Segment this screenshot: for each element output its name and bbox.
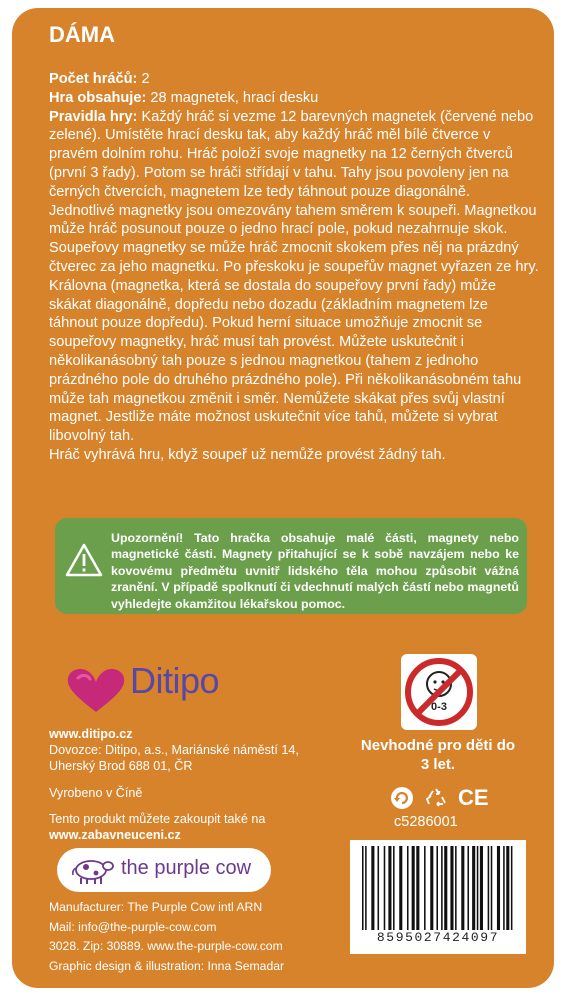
barcode-bar xyxy=(412,846,415,930)
rules-body: Každý hráč si vezme 12 barevných magnetek (červené nebo zelené). Umístěte hrací desku tak, aby každý hráč měl bílé čtverce v pravém dolním rohu. Hráč položí svoje magnetky na 12 černých čtverců (první 3 řady). Potom se hráči střídají v tahu. Tahy jsou povoleny jen na černých čtvercích, magnetem lze tedy táhnout pouze diagonálně. Jednotlivé magnetky jsou omezovány tahem směrem k soupeři. Magnetkou může hráč posunout pouze o jedno hrací pole, pokud nezahrnuje skok. Soupeřovy magnetky se může hráč zmocnit skokem přes něj na prázdný čtverec za jeho magnetku. Po přeskoku je soupeřův magnet vyřazen ze hry. Královna (magnetka, která se dostala do soupeřovy první řady) může skákat diagonálně, dopředu nebo dozadu (základním magnetem lze táhnout pouze dopředu). Pokud herní situace umožňuje zmocnit se soupeřovy magnetky, hráč musí tah provést. Můžete uskutečnit i několikanásobný tah pouze s jednou magnetkou (tahem z jednoho prázdného pole do druhého prázdného pole). Při několikanásobném tahu může tah magnetkou změnit i směr. Nemůžete skákat přes svůj vlastní magnet. Jestliže máte možnost uskutečnit více tahů, můžete si vybrat libovolný tah. xyxy=(49,108,539,445)
barcode-bar xyxy=(472,846,475,930)
barcode-bar xyxy=(365,846,367,930)
barcode-bar xyxy=(371,846,374,930)
barcode-bar xyxy=(461,846,464,930)
barcode-bar xyxy=(378,846,380,930)
recycling-icon xyxy=(424,786,448,810)
warning-text: Upozornění! Tato hračka obsahuje malé části, magnety nebo magnetické části. Magnety přitahující se k sobě navzájem nebo ke kovovému předmětu uvnitř lidského těla mohou způsobit vážná zranění. V případě spolknutí či vdechnutí malých částí nebo magnetů vyhledejte okamžitou lékařskou pomoc. xyxy=(111,531,519,611)
cow-brand-name: the purple cow xyxy=(121,857,252,879)
product-card xyxy=(12,8,554,988)
barcode-bar xyxy=(388,846,391,930)
barcode-bar xyxy=(362,846,364,930)
barcode-bar xyxy=(450,846,453,930)
barcode-bar xyxy=(480,846,483,930)
barcode-bar xyxy=(407,846,409,930)
rules-section xyxy=(49,70,539,465)
ce-mark: CE xyxy=(458,785,489,810)
barcode-number: 8595027424097 xyxy=(376,930,500,945)
distributor-info xyxy=(49,726,349,843)
game-title: DÁMA xyxy=(49,22,115,47)
players-label: Počet hráčů: xyxy=(49,71,138,87)
website-link[interactable]: www.ditipo.cz xyxy=(49,727,133,741)
barcode-bar xyxy=(503,846,505,930)
barcode-bar xyxy=(477,846,479,930)
made-in: Vyrobeno v Číně xyxy=(49,785,143,800)
manufacturer-line-4: Graphic design & illustration: Inna Semadar xyxy=(49,958,285,973)
manufacturer-info xyxy=(49,898,349,976)
barcode-bars xyxy=(362,846,514,930)
rules-text xyxy=(49,108,539,446)
players-line xyxy=(49,70,539,89)
barcode-bar xyxy=(467,846,469,930)
players-value: 2 xyxy=(137,71,150,87)
barcode-bar xyxy=(506,846,509,930)
barcode-bar xyxy=(399,846,402,930)
brand-name: Ditipo xyxy=(130,660,220,701)
importer-line-2: Uherský Brod 688 01, ČR xyxy=(49,759,193,774)
age-badge-label: 0-3 xyxy=(431,701,447,713)
purple-cow-logo xyxy=(57,848,271,892)
barcode-bar xyxy=(430,846,433,930)
win-condition: Hráč vyhrává hru, když soupeř už nemůže provést žádný tah. xyxy=(49,446,446,463)
buy-site-link[interactable]: www.zabavneuceni.cz xyxy=(49,828,181,843)
barcode-bar xyxy=(416,846,419,930)
barcode-bar xyxy=(491,846,493,930)
warning-box xyxy=(55,518,527,614)
cow-icon xyxy=(69,854,115,886)
barcode-bar xyxy=(444,846,447,930)
barcode-bar xyxy=(393,846,395,930)
manufacturer-line-3: 3028. Zip: 30889. www.the-purple-cow.com xyxy=(49,939,283,953)
contents-line xyxy=(49,89,539,108)
barcode-bar xyxy=(455,846,457,930)
barcode-bar xyxy=(497,846,500,930)
contents-value: 28 magnetek, hrací desku xyxy=(146,89,319,106)
barcode-bar xyxy=(384,846,386,930)
no-under-3-icon xyxy=(401,654,477,730)
barcode-bar xyxy=(436,846,438,930)
age-restriction-badge xyxy=(401,654,477,730)
barcode-bar xyxy=(441,846,443,930)
recycle-arrow-icon xyxy=(390,786,414,810)
importer-line-1: Dovozce: Ditipo, a.s., Mariánské náměstí 14, xyxy=(49,743,299,758)
manufacturer-line-2: Mail: info@the-purple-cow.com xyxy=(49,919,217,934)
buy-text: Tento produkt můžete zakoupit také na xyxy=(49,811,266,826)
heart-icon xyxy=(64,666,128,714)
certification-symbols xyxy=(380,786,500,810)
age-warning-text: Nevhodné pro děti do 3 let. xyxy=(360,737,516,773)
manufacturer-line-1: Manufacturer: The Purple Cow intl ARN xyxy=(49,900,263,914)
contents-label: Hra obsahuje: xyxy=(49,89,147,106)
ditipo-logo xyxy=(64,658,234,718)
warning-triangle-icon xyxy=(65,543,103,577)
barcode xyxy=(350,840,526,954)
barcode-bar xyxy=(488,846,490,930)
barcode-bar xyxy=(424,846,426,930)
barcode-bar xyxy=(511,846,513,930)
product-code: c5286001 xyxy=(394,814,458,830)
rules-label: Pravidla hry: xyxy=(49,108,138,125)
